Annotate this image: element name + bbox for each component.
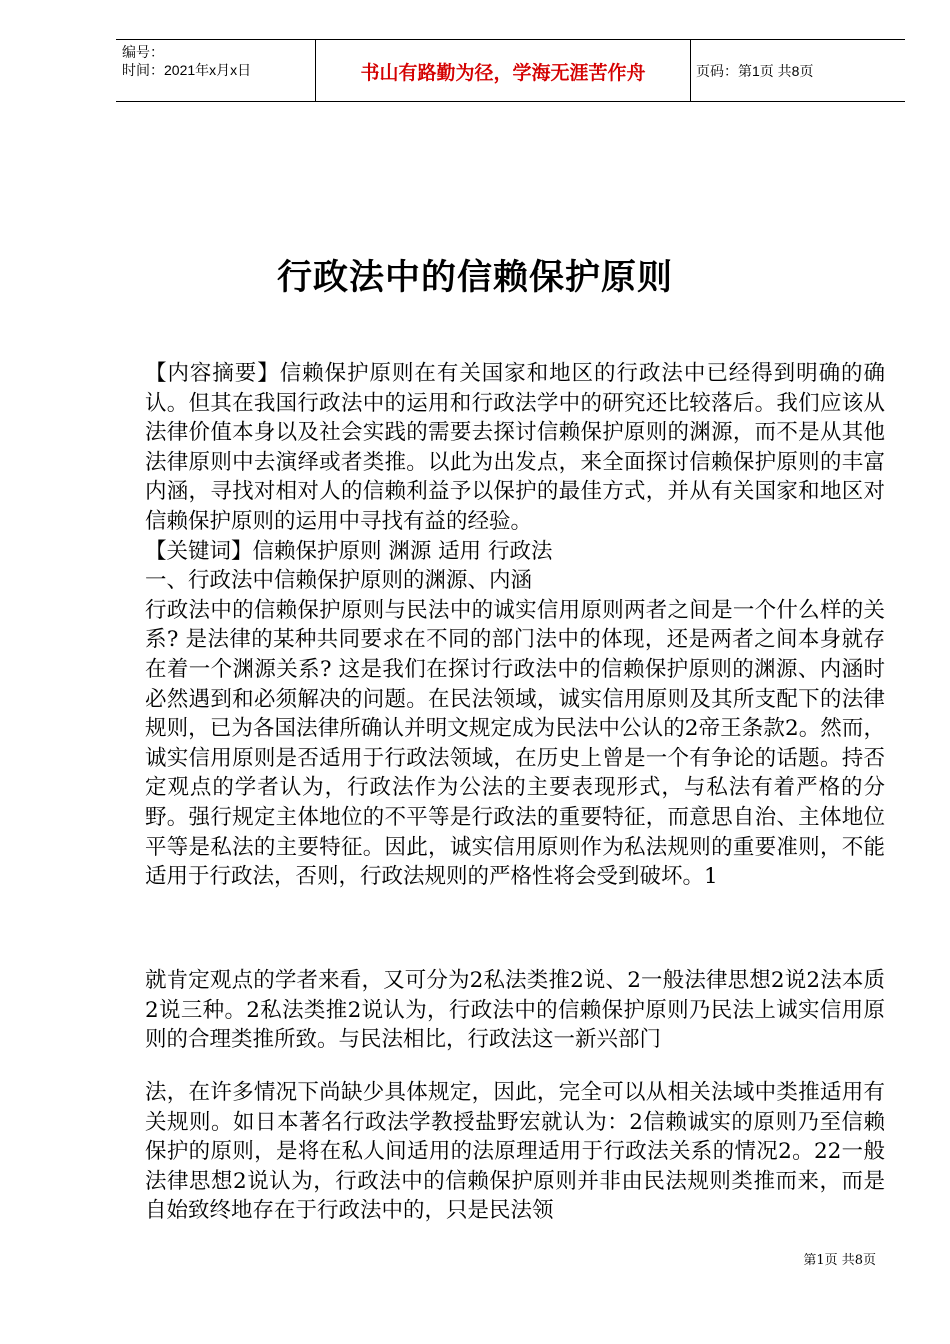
paragraph-2: 就肯定观点的学者来看，又可分为2私法类推2说、2一般法律思想2说2法本质2说三种。2私法类推2说认为，行政法中的信赖保护原则乃民法上诚实信用原则的合理类推所致。与民法相比，行政法这一新兴部门 <box>145 968 885 1053</box>
header-page-cell <box>690 40 905 101</box>
page-info: 页码：第1页 共8页 <box>696 63 814 79</box>
document-title: 行政法中的信赖保护原则 <box>276 258 673 298</box>
paragraph-3: 法，在许多情况下尚缺少具体规定，因此，完全可以从相关法域中类推适用有关规则。如日本著名行政法学教授盐野宏就认为：2信赖诚实的原则乃至信赖保护的原则，是将在私人间适用的法原理适用于行政法关系的情况2。22一般法律思想2说认为，行政法中的信赖保护原则并非由民法规则类推而来，而是自始致终地存在于行政法中的，只是民法领 <box>145 1080 885 1224</box>
paragraph-1: 行政法中的信赖保护原则与民法中的诚实信用原则两者之间是一个什么样的关系? 是法律的某种共同要求在不同的部门法中的体现，还是两者之间本身就存在着一个渊源关系? 这是我们在探讨行政法中的信赖保护原则的渊源、内涵时必然遇到和必须解决的问题。在民法领域，诚实信用原则及其所支配下的法律规则，已为各国法律所确认并明文规定成为民法中公认的2帝王条款2。然而，诚实信用原则是否适用于行政法领域，在历史上曾是一个有争论的话题。持否定观点的学者认为，行政法作为公法的主要表现形式，与私法有着严格的分野。强行规定主体地位的不平等是行政法的重要特征，而意思自治、主体地位平等是私法的主要特征。因此，诚实信用原则作为私法规则的重要准则，不能适用于行政法，否则，行政法规则的严格性将会受到破坏。1 <box>145 597 885 890</box>
keywords-line: 【关键词】信赖保护原则 渊源 适用 行政法 <box>145 538 553 564</box>
body-block-3 <box>145 1078 885 1226</box>
document-header <box>116 39 905 102</box>
body-block-2 <box>145 966 885 1055</box>
motto-text: 书山有路勤为径，学海无涯苦作舟 <box>360 63 646 84</box>
header-motto-cell <box>315 40 691 101</box>
page-footer: 第1页 共8页 <box>803 1253 876 1268</box>
body-block-1 <box>145 359 885 892</box>
section-heading: 一、行政法中信赖保护原则的渊源、内涵 <box>145 568 533 594</box>
header-meta-cell <box>116 40 315 101</box>
abstract-paragraph: 【内容摘要】信赖保护原则在有关国家和地区的行政法中已经得到明确的确认。但其在我国行政法中的运用和行政法学中的研究还比较落后。我们应该从法律价值本身以及社会实践的需要去探讨信赖保护原则的渊源，而不是从其他法律原则中去演绎或者类推。以此为出发点，来全面探讨信赖保护原则的丰富内涵，寻找对相对人的信赖利益予以保护的最佳方式，并从有关国家和地区对信赖保护原则的运用中寻找有益的经验。 <box>145 361 885 534</box>
number-label: 编号： <box>122 44 164 60</box>
date-label: 时间：2021年x月x日 <box>122 62 252 78</box>
